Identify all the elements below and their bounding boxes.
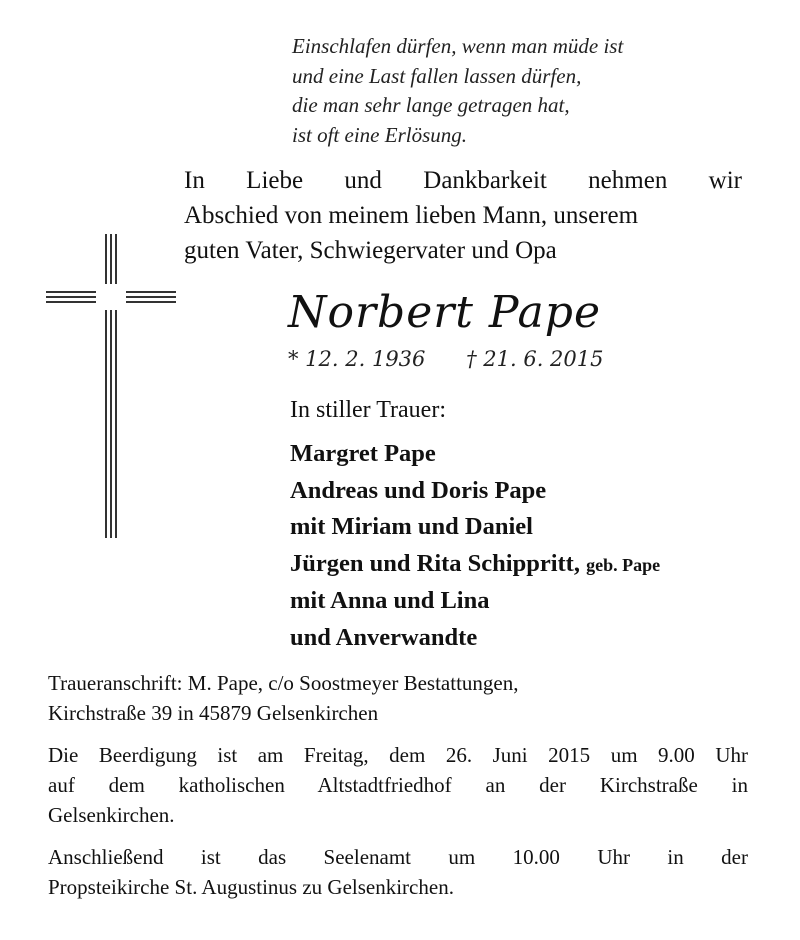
- mourner-line: mit Anna und Lina: [290, 587, 490, 614]
- funeral-line: Gelsenkirchen.: [48, 803, 175, 827]
- birth-date: * 12. 2. 1936: [288, 347, 426, 371]
- life-dates: [288, 344, 604, 374]
- motto-line: die man sehr lange getragen hat,: [292, 93, 570, 117]
- death-date: † 21. 6. 2015: [466, 347, 604, 371]
- intro-text: [184, 163, 742, 268]
- motto-line: ist oft eine Erlösung.: [292, 122, 467, 147]
- motto-poem: [292, 32, 752, 150]
- mourning-label: In stiller Trauer:: [290, 397, 446, 423]
- funeral-line: Die Beerdigung ist am Freitag, dem 26. Juni 2015 um 9.00 Uhr: [48, 743, 748, 767]
- requiem-info: [48, 842, 748, 902]
- address-line: Traueranschrift: M. Pape, c/o Soostmeyer Bestattungen,: [48, 671, 519, 695]
- intro-line: guten Vater, Schwiegervater und Opa: [184, 237, 557, 264]
- mourners-list: [290, 436, 660, 656]
- address-line: Kirchstraße 39 in 45879 Gelsenkirchen: [48, 701, 379, 725]
- maiden-name-note: geb. Pape: [586, 554, 661, 575]
- funeral-info: [48, 740, 748, 830]
- requiem-line: Anschließend ist das Seelenamt um 10.00 Uhr in der: [48, 845, 748, 869]
- mourner-line: und Anverwandte: [290, 623, 478, 651]
- deceased-name: Norbert Pape: [288, 287, 601, 338]
- funeral-line: auf dem katholischen Altstadtfriedhof an der Kirchstraße in: [48, 773, 748, 797]
- mourner-name: Jürgen und Rita Schippritt,: [290, 549, 580, 577]
- motto-line: und eine Last fallen lassen dürfen,: [292, 63, 582, 88]
- requiem-line: Propsteikirche St. Augustinus zu Gelsenkirchen.: [48, 875, 454, 899]
- mourner-line: Margret Pape: [290, 440, 436, 467]
- mourning-address: [48, 668, 748, 728]
- mourner-line: mit Miriam und Daniel: [290, 513, 533, 540]
- mourner-line: Andreas und Doris Pape: [290, 476, 547, 504]
- mourner-line: [290, 546, 660, 584]
- intro-line: In Liebe und Dankbarkeit nehmen wir: [184, 167, 742, 194]
- intro-line: Abschied von meinem lieben Mann, unserem: [184, 202, 639, 229]
- motto-line: Einschlafen dürfen, wenn man müde ist: [292, 34, 624, 58]
- cross-icon: [44, 234, 178, 540]
